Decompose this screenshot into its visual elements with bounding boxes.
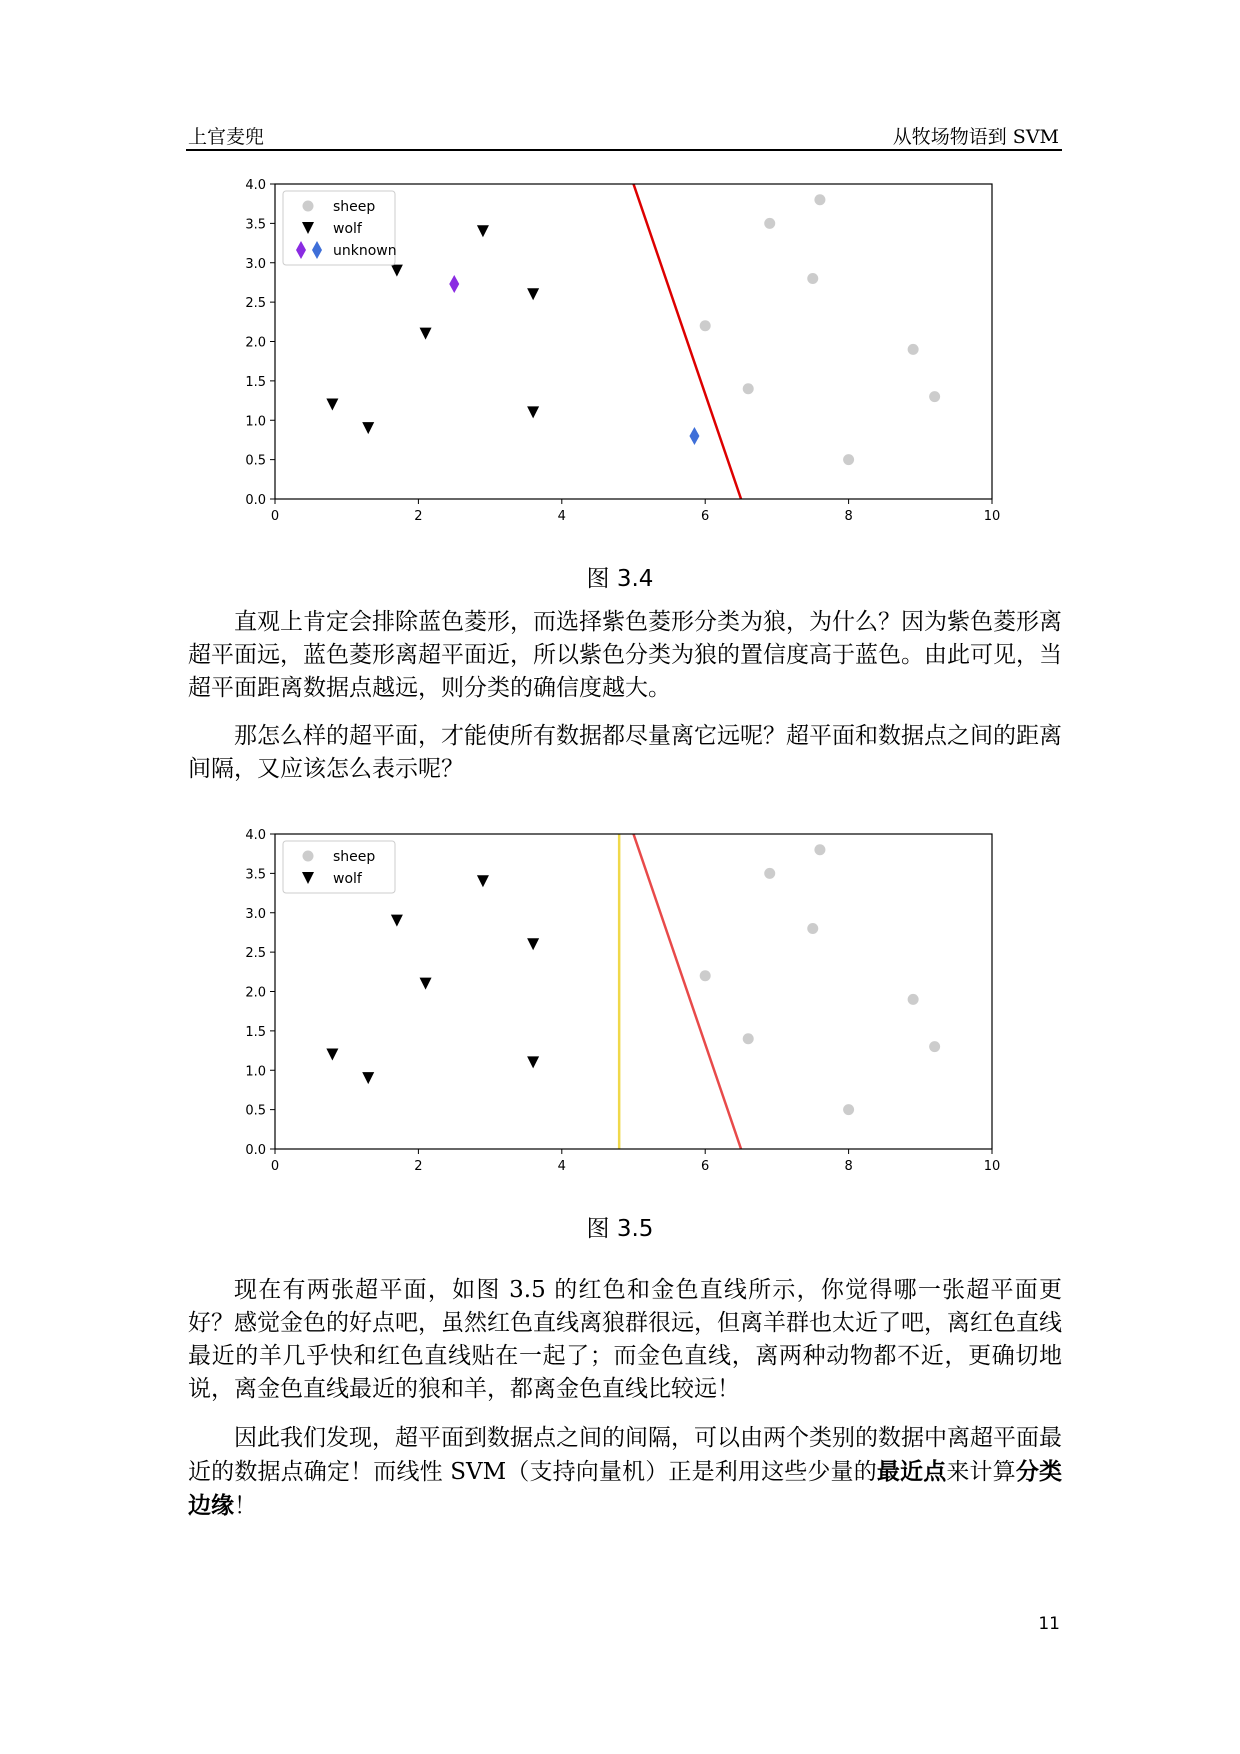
header-author: 上官麦兜 bbox=[188, 126, 265, 148]
y-tick-label: 3.0 bbox=[245, 256, 266, 272]
figure-3-4-caption: 图 3.4 bbox=[586, 566, 654, 592]
figure-3-4-chart bbox=[0, 172, 1240, 542]
sheep-point bbox=[929, 391, 940, 402]
sheep-point bbox=[700, 320, 711, 331]
sheep-point bbox=[929, 1041, 940, 1052]
page-number: 11 bbox=[1038, 1614, 1060, 1634]
sheep-point bbox=[843, 1104, 854, 1115]
paragraph-text: ！ bbox=[234, 1493, 257, 1519]
sheep-point bbox=[843, 454, 854, 465]
hyperplane-line bbox=[634, 834, 742, 1149]
wolf-point bbox=[527, 938, 539, 950]
sheep-point bbox=[807, 923, 818, 934]
unknown-point bbox=[449, 275, 459, 293]
header-rule bbox=[186, 149, 1062, 151]
bold-term: 分类边缘 bbox=[188, 1458, 1063, 1519]
sheep-point bbox=[764, 868, 775, 879]
x-tick-label: 0 bbox=[270, 509, 280, 524]
x-tick-label: 10 bbox=[983, 1159, 1001, 1174]
scatter-plot bbox=[0, 822, 1240, 1192]
wolf-point bbox=[420, 978, 432, 990]
header-title: 从牧场物语到 SVM bbox=[892, 126, 1059, 148]
wolf-point bbox=[391, 265, 403, 277]
paragraph-text: 现在有两张超平面，如图 3.5 的红色和金色直线所示，你觉得哪一张超平面更好？感觉金色的好点吧，虽然红色直线离狼群很远，但离羊群也太近了吧，离红色直线最近的羊几乎快和红色直线贴在一起了；而金色直线，离两种动物都不近，更确切地说，离金色直线最近的狼和羊，都离金色直线比较远！ bbox=[188, 1277, 1062, 1402]
paragraph-text: 那怎么样的超平面，才能使所有数据都尽量离它远呢？超平面和数据点之间的距离间隔，又应该怎么表示呢？ bbox=[188, 723, 1062, 782]
y-tick-label: 0.0 bbox=[245, 1143, 266, 1158]
y-tick-label: 1.0 bbox=[245, 414, 266, 430]
x-tick-label: 6 bbox=[701, 1159, 710, 1174]
x-tick-label: 8 bbox=[844, 509, 853, 524]
sheep-point bbox=[743, 1033, 754, 1044]
x-tick-label: 2 bbox=[414, 1159, 423, 1174]
x-tick-label: 4 bbox=[557, 509, 566, 524]
sheep-point bbox=[764, 218, 775, 229]
sheep-point bbox=[908, 344, 919, 355]
sheep-legend-marker bbox=[303, 201, 314, 212]
y-tick-label: 4.0 bbox=[245, 828, 266, 843]
wolf-point bbox=[362, 422, 374, 434]
legend-label: sheep bbox=[333, 199, 376, 215]
wolf-point bbox=[527, 288, 539, 300]
x-tick-label: 10 bbox=[983, 509, 1001, 524]
scatter-plot bbox=[0, 172, 1240, 542]
sheep-point bbox=[908, 994, 919, 1005]
paragraph-text: 来计算 bbox=[946, 1459, 1016, 1485]
wolf-point bbox=[477, 225, 489, 237]
y-tick-label: 3.0 bbox=[245, 906, 266, 922]
x-tick-label: 8 bbox=[844, 1159, 853, 1174]
legend bbox=[283, 841, 395, 893]
wolf-point bbox=[527, 406, 539, 418]
sheep-point bbox=[743, 383, 754, 394]
x-tick-label: 0 bbox=[270, 1159, 280, 1174]
hyperplane-lines bbox=[634, 184, 742, 499]
y-tick-label: 3.5 bbox=[245, 217, 266, 233]
y-tick-label: 0.0 bbox=[245, 493, 266, 508]
y-tick-label: 2.0 bbox=[245, 335, 266, 351]
legend bbox=[283, 191, 397, 265]
wolf-point bbox=[326, 399, 338, 411]
wolf-point bbox=[420, 328, 432, 340]
paragraph-4 bbox=[188, 1422, 1062, 1523]
sheep-legend-marker bbox=[303, 851, 314, 862]
paragraph-2 bbox=[188, 720, 1062, 786]
y-tick-label: 1.5 bbox=[245, 1024, 266, 1040]
y-tick-label: 0.5 bbox=[245, 453, 266, 469]
sheep-point bbox=[814, 194, 825, 205]
figure-3-5-chart bbox=[0, 822, 1240, 1192]
legend-label: wolf bbox=[333, 221, 362, 237]
sheep-point bbox=[814, 844, 825, 855]
y-tick-label: 2.5 bbox=[245, 296, 266, 312]
hyperplane-lines bbox=[619, 834, 741, 1149]
sheep-point bbox=[807, 273, 818, 284]
y-tick-label: 2.5 bbox=[245, 946, 266, 962]
y-tick-label: 4.0 bbox=[245, 178, 266, 193]
paragraph-3 bbox=[188, 1274, 1062, 1406]
y-tick-label: 1.0 bbox=[245, 1064, 266, 1080]
paragraph-text: 直观上肯定会排除蓝色菱形，而选择紫色菱形分类为狼，为什么？因为紫色菱形离超平面远，蓝色菱形离超平面近，所以紫色分类为狼的置信度高于蓝色。由此可见，当超平面距离数据点越远，则分类的确信度越大。 bbox=[188, 609, 1062, 701]
hyperplane-line bbox=[634, 184, 742, 499]
paragraph-1 bbox=[188, 606, 1062, 705]
y-tick-label: 0.5 bbox=[245, 1103, 266, 1119]
wolf-point bbox=[326, 1049, 338, 1061]
sheep-point bbox=[700, 970, 711, 981]
wolf-point bbox=[527, 1056, 539, 1068]
y-tick-label: 3.5 bbox=[245, 867, 266, 883]
wolf-point bbox=[477, 875, 489, 887]
x-tick-label: 6 bbox=[701, 509, 710, 524]
wolf-point bbox=[391, 915, 403, 927]
paragraph-text: 因此我们发现，超平面到数据点之间的间隔，可以由两个类别的数据中离超平面最近的数据点确定！而线性 SVM（支持向量机）正是利用这些少量的 bbox=[188, 1425, 1062, 1485]
y-tick-label: 2.0 bbox=[245, 985, 266, 1001]
figure-3-5-caption: 图 3.5 bbox=[586, 1216, 654, 1242]
x-tick-label: 2 bbox=[414, 509, 423, 524]
unknown-point bbox=[689, 427, 699, 445]
x-tick-label: 4 bbox=[557, 1159, 566, 1174]
wolf-point bbox=[362, 1072, 374, 1084]
legend-label: wolf bbox=[333, 871, 362, 887]
legend-label: unknown bbox=[333, 243, 397, 259]
bold-term: 最近点 bbox=[876, 1458, 947, 1485]
y-tick-label: 1.5 bbox=[245, 374, 266, 390]
legend-label: sheep bbox=[333, 849, 376, 865]
